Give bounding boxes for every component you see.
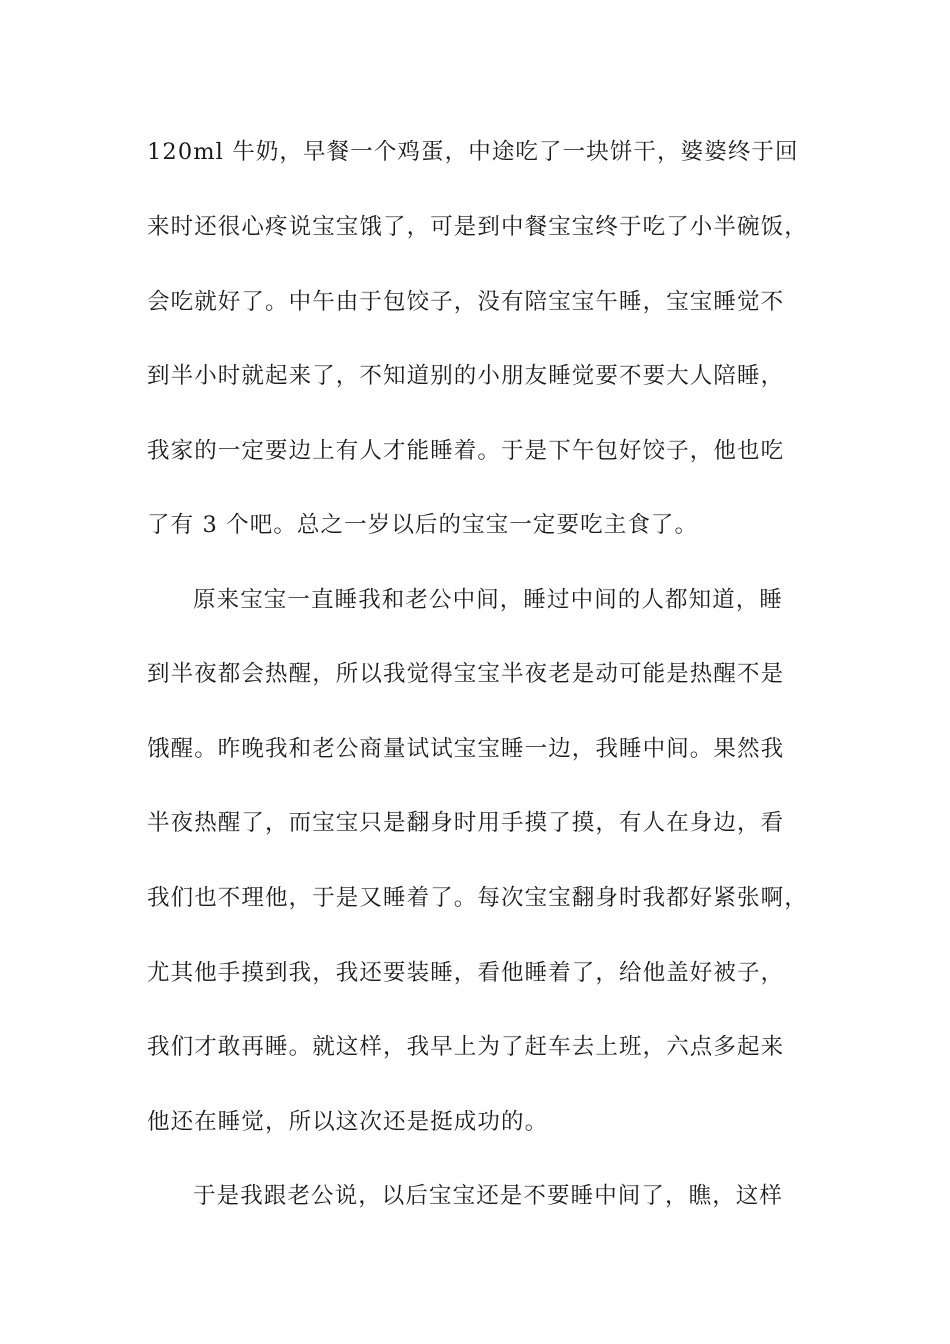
text-line: 到半夜都会热醒，所以我觉得宝宝半夜老是动可能是热醒不是 [147,661,785,687]
text-line: 我家的一定要边上有人才能睡着。于是下午包好饺子，他也吃 [147,438,785,464]
paragraph-start-line: 原来宝宝一直睡我和老公中间，睡过中间的人都知道，睡 [193,587,784,613]
text-line: 来时还很心疼说宝宝饿了，可是到中餐宝宝终于吃了小半碗饭， [147,214,808,240]
text-line: 了有 3 个吧。总之一岁以后的宝宝一定要吃主食了。 [147,512,699,538]
text-line: 他还在睡觉，所以这次还是挺成功的。 [147,1109,549,1135]
text-line: 我们才敢再睡。就这样，我早上为了赶车去上班，六点多起来 [147,1034,785,1060]
text-line: 到半小时就起来了，不知道别的小朋友睡觉要不要大人陪睡， [147,363,785,389]
text-line: 会吃就好了。中午由于包饺子，没有陪宝宝午睡，宝宝睡觉不 [147,289,785,315]
paragraph-start-line: 于是我跟老公说，以后宝宝还是不要睡中间了，瞧，这样 [193,1183,784,1209]
text-line: 我们也不理他，于是又睡着了。每次宝宝翻身时我都好紧张啊， [147,885,808,911]
text-line: 120ml 牛奶，早餐一个鸡蛋，中途吃了一块饼干，婆婆终于回 [147,139,799,165]
text-line: 饿醒。昨晚我和老公商量试试宝宝睡一边，我睡中间。果然我 [147,736,785,762]
text-line: 尤其他手摸到我，我还要装睡，看他睡着了，给他盖好被子， [147,960,785,986]
text-line: 半夜热醒了，而宝宝只是翻身时用手摸了摸，有人在身边，看 [147,810,785,836]
